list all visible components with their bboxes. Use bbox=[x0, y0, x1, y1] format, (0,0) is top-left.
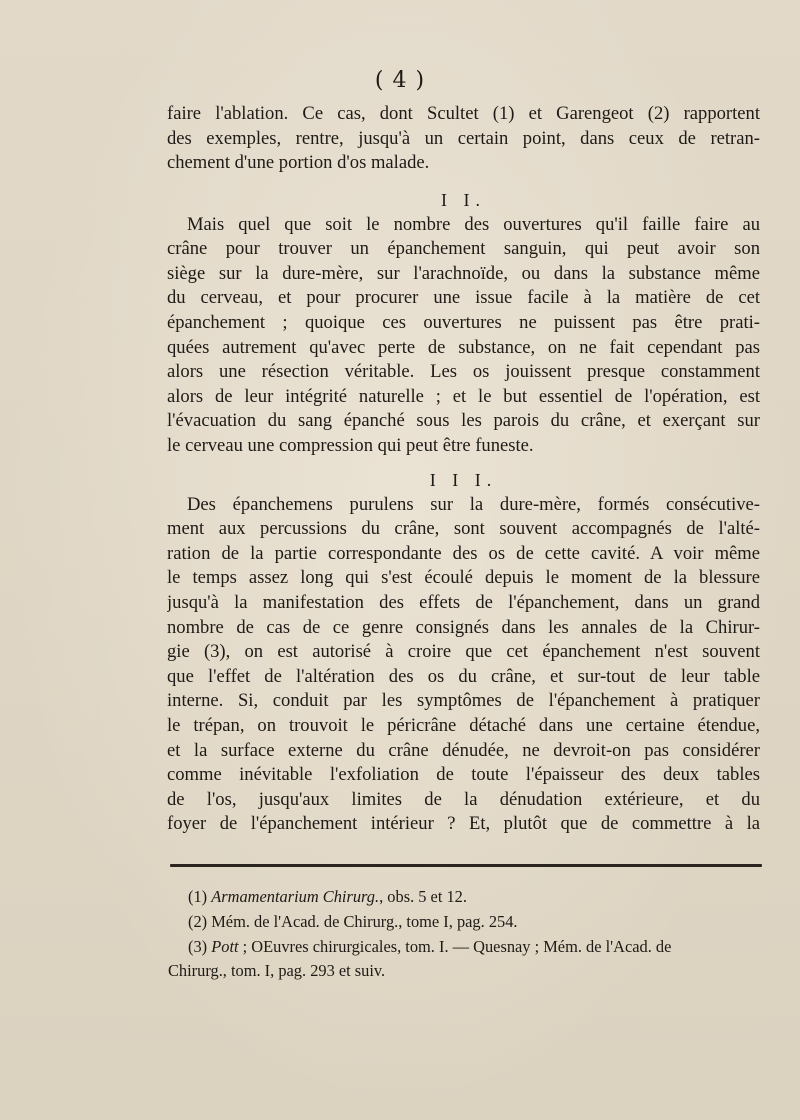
text-line: crâne pour trouver un épanchement sanguin, qui peut avoir son bbox=[167, 238, 760, 260]
text-line: le cerveau une compression qui peut être funeste. bbox=[167, 434, 534, 456]
text-line: ration de la partie correspondante des os de cette cavité. A voir même bbox=[167, 542, 760, 564]
footnote-marker: (3) bbox=[188, 936, 208, 956]
footnote-text: Mém. de l'Acad. de Chirurg., tome I, pag. 254. bbox=[211, 911, 518, 931]
footnote-3 bbox=[188, 935, 763, 960]
footnote-text: ; OEuvres chirurgicales, tom. I. — Quesnay ; Mém. de l'Acad. de bbox=[238, 936, 672, 956]
text-line: ment aux percussions du crâne, sont souvent accompagnés de l'alté- bbox=[167, 518, 760, 540]
text-line: quées autrement qu'avec perte de substance, on ne fait cependant pas bbox=[167, 336, 760, 358]
footnote-italic: Pott bbox=[211, 936, 239, 956]
section-3 bbox=[167, 468, 760, 837]
footnote-text: , obs. 5 et 12. bbox=[379, 887, 467, 906]
text-line: faire l'ablation. Ce cas, dont Scultet (1) et Garengeot (2) rapportent bbox=[167, 103, 760, 124]
section-number: I I I. bbox=[429, 470, 498, 490]
text-line: le temps assez long qui s'est écoulé depuis le moment de la blessure bbox=[167, 567, 760, 589]
text-line: comme inévitable l'exfoliation de toute l'épaisseur des deux tables bbox=[167, 764, 760, 786]
footnote-1 bbox=[188, 885, 763, 910]
text-line: le trépan, on trouvoit le péricrâne détaché dans une certaine étendue, bbox=[167, 714, 760, 736]
text-line: gie (3), on est autorisé à croire que cet épanchement n'est souvent bbox=[167, 641, 760, 663]
text-line: du cerveau, et pour procurer une issue facile à la matière de cet bbox=[167, 287, 760, 309]
text-line: que l'effet de l'altération des os du crâne, et sur-tout de leur table bbox=[167, 665, 760, 687]
text-line: jusqu'à la manifestation des effets de l'épanchement, dans un grand bbox=[167, 591, 760, 613]
paragraph-continuation bbox=[167, 102, 760, 176]
text-line: alors de leur intégrité naturelle ; et le but essentiel de l'opération, est bbox=[167, 385, 760, 407]
text-line: des exemples, rentre, jusqu'à un certain point, dans ceux de retran- bbox=[167, 127, 760, 149]
footnote-2 bbox=[188, 910, 763, 935]
text-line: et la surface externe du crâne dénudée, ne devroit-on pas considérer bbox=[167, 739, 760, 761]
text-line: chement d'une portion d'os malade. bbox=[167, 152, 430, 174]
footnote-marker: (2) bbox=[188, 911, 208, 931]
footnote-italic: Armamentarium Chirurg. bbox=[211, 887, 380, 906]
text-line: l'évacuation du sang épanché sous les parois du crâne, et exerçant sur bbox=[167, 410, 760, 432]
text-line: foyer de l'épanchement intérieur ? Et, plutôt que de commettre à la bbox=[167, 813, 760, 835]
footnotes bbox=[168, 885, 763, 984]
section-number: I I. bbox=[441, 190, 486, 210]
text-line: siège sur la dure-mère, sur l'arachnoïde, ou dans la substance même bbox=[167, 262, 760, 284]
text-line: Des épanchemens purulens sur la dure-mère, formés consécutive- bbox=[187, 493, 760, 515]
footnote-marker: (1) bbox=[188, 887, 208, 906]
text-line: épanchement ; quoique ces ouvertures ne puissent pas être prati- bbox=[167, 311, 760, 333]
footnote-3-continuation bbox=[168, 959, 763, 984]
text-line: alors une résection véritable. Les os jouissent presque constamment bbox=[167, 361, 760, 383]
text-line: interne. Si, conduit par les symptômes de l'épanchement à pratiquer bbox=[167, 690, 760, 712]
text-line: de l'os, jusqu'aux limites de la dénudation extérieure, et du bbox=[167, 788, 760, 810]
text-line: nombre de cas de ce genre consignés dans les annales de la Chirur- bbox=[167, 616, 760, 638]
footnote-text: Chirurg., tom. I, pag. 293 et suiv. bbox=[168, 961, 386, 981]
footnote-rule bbox=[170, 864, 762, 867]
section-2 bbox=[167, 188, 760, 459]
text-line: Mais quel que soit le nombre des ouvertures qu'il faille faire au bbox=[187, 213, 760, 235]
page-number: ( 4 ) bbox=[374, 68, 426, 93]
